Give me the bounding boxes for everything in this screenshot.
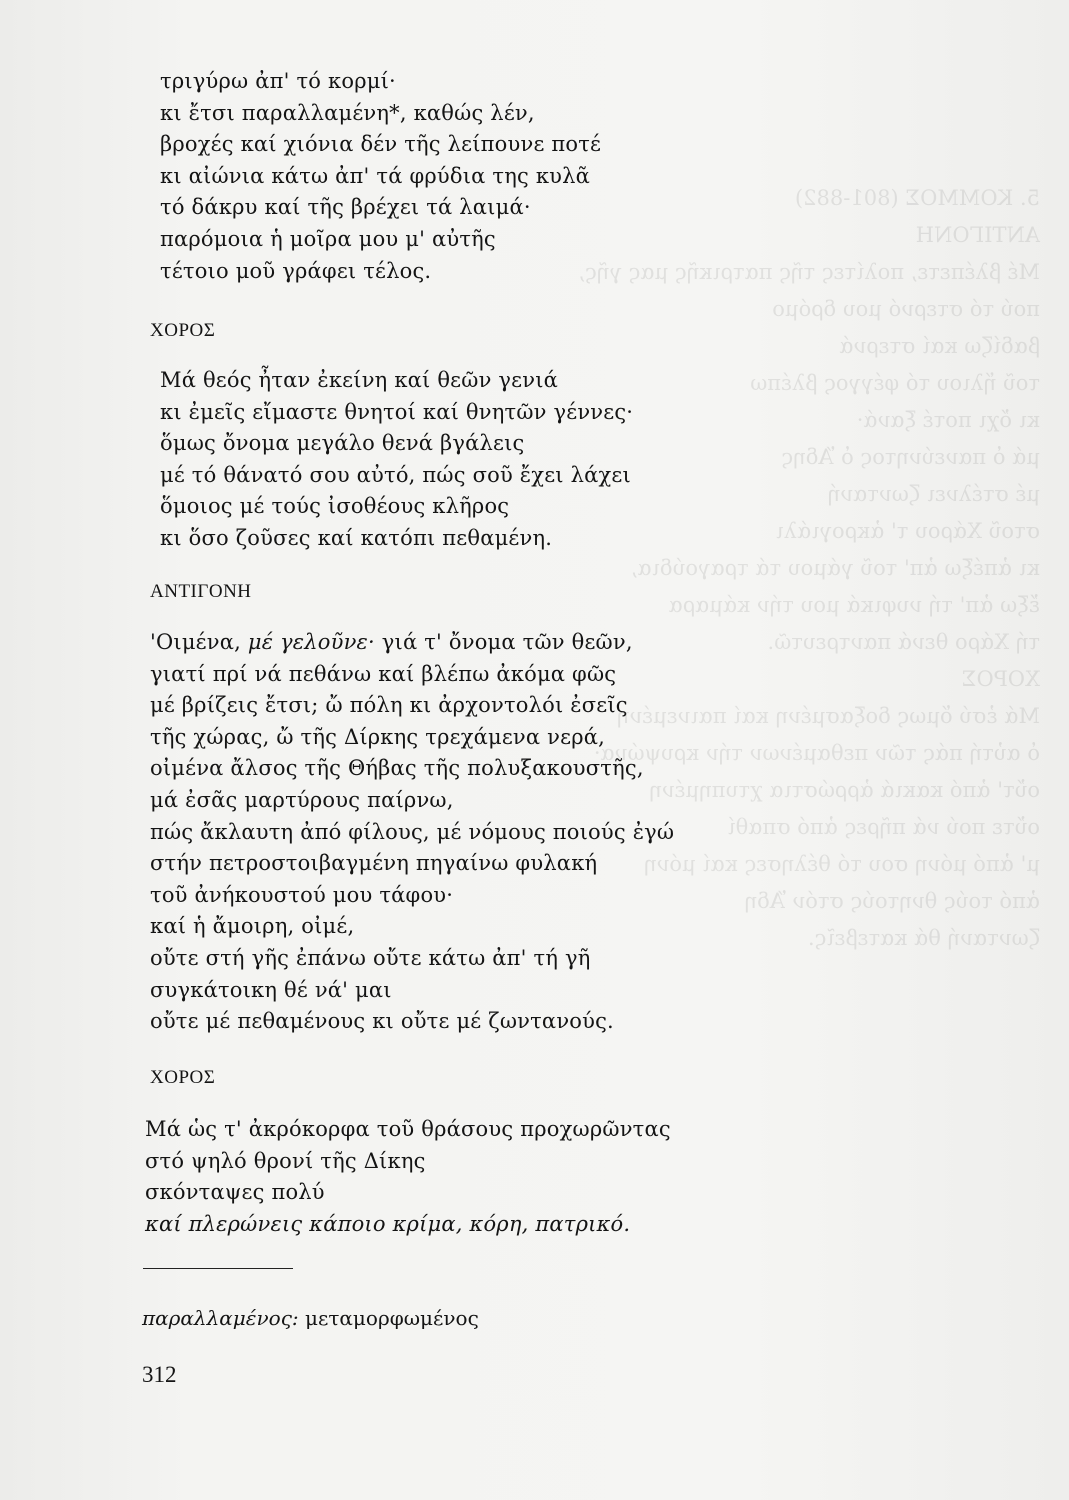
speaker-heading-antigone: ΑΝΤΙΓΟΝΗ	[150, 581, 252, 602]
verse-line: τό δάκρυ καί τῆς βρέχει τά λαιμά·	[160, 195, 531, 220]
footnote-term: παραλλαμένος:	[142, 1306, 299, 1330]
verse-line: τοῦ ἀνήκουστού μου τάφου·	[150, 882, 454, 907]
stanza-4	[145, 1114, 671, 1240]
verse-line: Μά ὡς τ' ἀκρόκορφα τοῦ θράσους προχωρῶντας	[145, 1117, 671, 1141]
stanza-3	[150, 627, 674, 1038]
verse-line: συγκάτοικη θέ νά' μαι	[150, 977, 392, 1002]
verse-line: πώς ἄκλαυτη ἀπό φίλους, μέ νόμους ποιούς ἐγώ	[150, 819, 675, 844]
verse-line: στήν πετροστοιβαγμένη πηγαίνω φυλακή	[150, 851, 598, 876]
verse-line: Μά θεός ἦταν ἐκείνη καί θεῶν γενιά	[160, 368, 559, 392]
verse-line: παρόμοια ἡ μοῖρα μου μ' αὐτῆς	[160, 226, 496, 251]
verse-line: κι ἐμεῖς εἴμαστε θνητοί καί θνητῶν γέννες·	[160, 399, 634, 424]
verse-line-italic: καί πλερώνεις κάποιο κρίμα, κόρη, πατρικό.	[145, 1211, 631, 1236]
verse-line: κι αἰώνια κάτω ἀπ' τά φρύδια της κυλᾶ	[160, 163, 591, 188]
verse-text: 'Οιμένα,	[150, 630, 248, 654]
verse-line: μά ἐσᾶς μαρτύρους παίρνω,	[150, 787, 454, 812]
verse-line: καί ἡ ἄμοιρη, οἰμέ,	[150, 914, 355, 939]
speaker-heading-chorus: ΧΟΡΟΣ	[150, 320, 216, 341]
verse-line: οὔτε στή γῆς ἐπάνω οὔτε κάτω ἀπ' τή γῆ	[150, 945, 591, 970]
verse-line: οὔτε μέ πεθαμένους κι οὔτε μέ ζωντανούς.	[150, 1009, 614, 1034]
verse-line: γιατί πρί νά πεθάνω καί βλέπω ἀκόμα φῶς	[150, 661, 617, 686]
speaker-heading-chorus: ΧΟΡΟΣ	[150, 1067, 216, 1088]
verse-line: κι ἔτσι παραλλαμένη*, καθώς λέν,	[160, 100, 535, 125]
verse-line: βροχές καί χιόνια δέν τῆς λείπουνε ποτέ	[160, 132, 602, 157]
verse-line-first	[150, 627, 674, 659]
footnote-divider	[143, 1268, 293, 1269]
verse-line: στό ψηλό θρονί τῆς Δίκης	[145, 1148, 426, 1173]
verse-line: τριγύρω ἀπ' τό κορμί·	[160, 69, 396, 93]
stanza-1	[160, 66, 601, 287]
verse-line: ὅμοιος μέ τούς ἰσοθέους κλῆρος	[160, 494, 510, 519]
verse-line: κι ὅσο ζοῦσες καί κατόπι πεθαμένη.	[160, 525, 553, 550]
footnote	[142, 1306, 479, 1330]
verse-line: τέτοιο μοῦ γράφει τέλος.	[160, 258, 432, 283]
page-number: 312	[142, 1362, 177, 1387]
stanza-2	[160, 365, 633, 555]
footnote-definition: μεταμορφωμένος	[298, 1306, 479, 1330]
verse-line: οἰμένα ἄλσος τῆς Θήβας τῆς πολυξακουστῆς,	[150, 756, 644, 781]
verse-line: τῆς χώρας, ὤ τῆς Δίρκης τρεχάμενα νερά,	[150, 724, 605, 749]
bleed-through-texture: 5. ΚΟΜΜΟΣ (801-882) ΑΝΤΙΓΟΝΗ Μέ βλέπετε, πολίτες τῆς πατρικῆς μας γῆς, πού τό στερνό μου δρόμο βαδίζω καί στερνά τοῦ ἥλιου τό φέγγος βλέπω κι ὄχι ποτέ ξανά· μά ὁ πανεύνητος ὁ Ἅδης μέ στέλνει ζωντανή στοῦ Χάρου τ' ἀκρογιάλι κι ἀπέξω ἀπ' τοῦ γάμου τά τραγούδια, ἔξω ἀπ' τή νυφικά μου τήν κάμαρα τή Χάρο θενά παντρευτῶ. ΧΟΡΟΣ Μά ἐσύ ὅμως δοξασμένη καί παινεμένη ὁ αὐτή πάς τῶν πεθαμένων τήν κρυψώνα· οὔτ' ἀπό κακιά ἀρρώστια χτυπημένη οὔτε πού νά πῆρες ἀπό σπαθί μ' ἀπό μόνη σου τό θέλησες καί μόνη ἀπό τούς θνητούς στόν Ἅδη ζωντανή θά κατεβεῖς.	[578, 186, 1040, 950]
verse-line: ὅμως ὄνομα μεγάλο θενά βγάλεις	[160, 431, 525, 456]
verse-line: σκόνταψες πολύ	[145, 1180, 325, 1205]
verse-text: γιά τ' ὄνομα τῶν θεῶν,	[374, 630, 633, 654]
verse-line: μέ βρίζεις ἔτσι; ὤ πόλη κι ἀρχοντολόι ἐσεῖς	[150, 693, 628, 718]
verse-italic-phrase: μέ γελοῦνε·	[247, 630, 375, 654]
verse-line: μέ τό θάνατό σου αὐτό, πώς σοῦ ἔχει λάχει	[160, 462, 631, 487]
